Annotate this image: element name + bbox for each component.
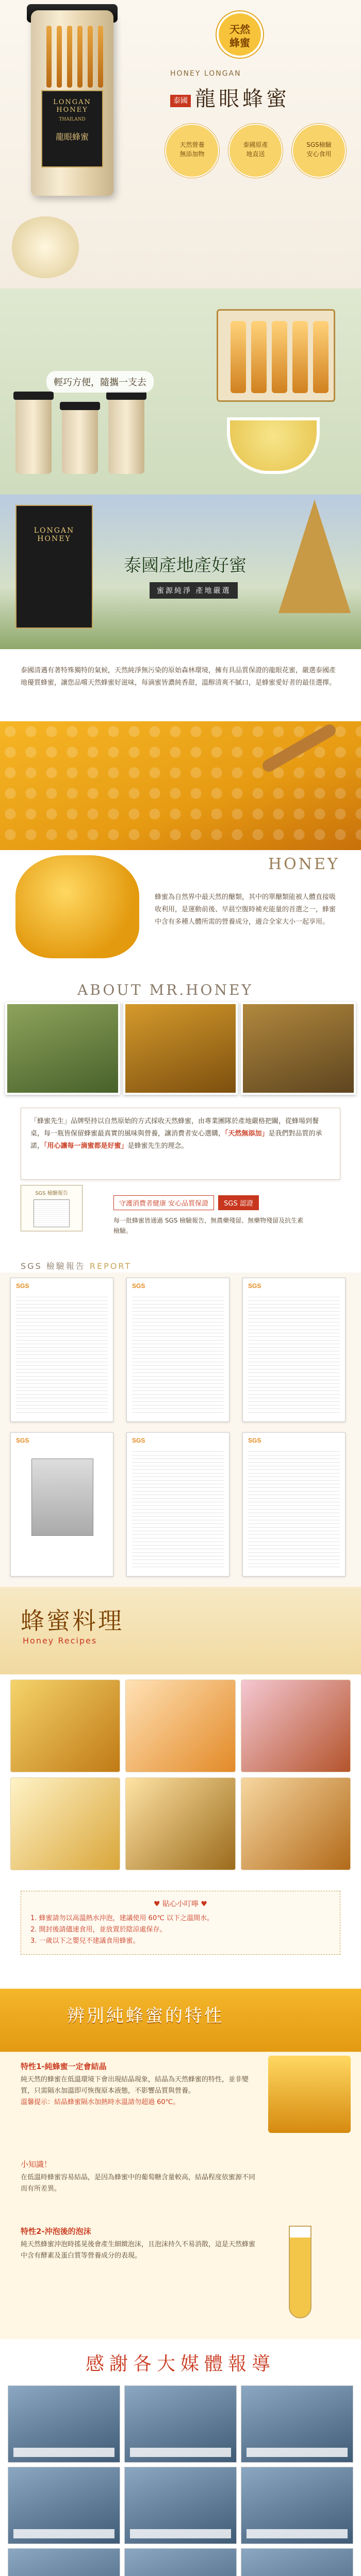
honeycomb-photo <box>123 1002 238 1095</box>
about-photos <box>0 1002 361 1095</box>
about-text: 是我們對品質的承諾， <box>30 1130 322 1150</box>
flower-image <box>9 216 81 278</box>
sgs-info <box>113 1195 309 1236</box>
gift-stick <box>313 321 329 393</box>
about-highlight: 「用心讓每一滴蜜都是好蜜」 <box>44 1142 128 1150</box>
sample-photo <box>31 1459 93 1536</box>
hero-feature-circles <box>165 124 346 178</box>
gift-stick <box>251 321 267 393</box>
media-screenshot <box>241 2548 353 2576</box>
gift-stick <box>272 321 287 393</box>
honey-description: 蜂蜜為自然界中最天然的醣類，其中的單醣類能被人體直接吸收利用，是運動前後、早晨空腹時補充能量的首選之一，蜂蜜中含有多種人體所需的營養成分，適合全家大小一起享用。 <box>155 893 336 926</box>
feature-circle: SGS檢驗 安心食用 <box>292 124 346 178</box>
honey-jar-photo <box>15 855 139 958</box>
sgs-report-page <box>242 1278 346 1422</box>
media-title: 感謝各大媒體報導 <box>85 2353 275 2375</box>
media-screenshot <box>241 2467 353 2544</box>
recipe-image <box>10 1777 120 1870</box>
recipe-image <box>241 1777 351 1870</box>
origin-tag: 泰國 <box>170 95 191 107</box>
foam-tube-image <box>289 2226 311 2318</box>
farm-photo <box>241 1002 356 1095</box>
seal-image <box>34 1199 70 1227</box>
box-product: HONEY <box>37 535 71 543</box>
media-screenshot <box>124 2467 237 2544</box>
media-screenshot <box>124 2548 237 2576</box>
feature-note: 溫馨提示：結晶蜂蜜隔水加熱時水溫請勿超過 60℃。 <box>21 2098 180 2106</box>
jar-label-brand: LONGAN <box>53 98 91 106</box>
bottles-banner <box>0 289 361 495</box>
tip-item: 2. 開封後請儘速食用，並放置於陰涼處保存。 <box>30 1926 167 1934</box>
tip-item: 3. 一歲以下之嬰兒不建議食用蜂蜜。 <box>30 1937 140 1945</box>
tips-heading: ♥ 貼心小叮嚀 ♥ <box>153 1900 207 1908</box>
sgs-report-page <box>10 1278 113 1422</box>
recipe-image <box>10 1680 120 1772</box>
sgs-report-page <box>126 1432 229 1577</box>
feature-circle: 天然營養 無添加物 <box>165 124 219 178</box>
features-title: 辨別純蜂蜜的特性 <box>67 2006 224 2026</box>
about-title: ABOUT MR.HONEY <box>77 981 253 998</box>
sgs-report-page <box>126 1278 229 1422</box>
media-screenshot <box>8 2385 120 2463</box>
feature-circle: 泰國原產 地直送 <box>228 124 283 178</box>
portable-note: 輕巧方便，隨攜一支去 <box>46 371 154 393</box>
sgs-cert-label: SGS 認證 <box>218 1195 259 1210</box>
feature-text: 純天然蜂蜜沖泡時搖晃後會產生細緻泡沫，且泡沫持久不易消散，這是天然蜂蜜中含有酵素及蛋白質等營養成分的表現。 <box>21 2241 256 2260</box>
feature-heading: 小知識！ <box>21 2160 52 2169</box>
sgs-logo: SGS <box>16 1437 29 1444</box>
about-card <box>21 1108 340 1180</box>
gift-stick <box>231 321 246 393</box>
recipe-grid <box>10 1680 351 1870</box>
media-screenshot <box>124 2385 237 2463</box>
feature-heading: 特性2-沖泡後的泡沫 <box>21 2227 91 2236</box>
about-text: 是蜂蜜先生的理念。 <box>127 1142 188 1150</box>
crystallized-honey-photo <box>268 2056 351 2133</box>
recipe-image <box>125 1777 235 1870</box>
product-box-image <box>15 505 93 629</box>
recipe-image <box>125 1680 235 1772</box>
recipe-image <box>241 1680 351 1772</box>
feature-text: 純天然的蜂蜜在低溫環境下會出現結晶現象，結晶為天然蜂蜜的特性，並非變質，只需隔水加溫即可恢復原本液態，不影響品質與營養。 <box>21 2076 249 2095</box>
hero-title-text: 龍眼蜂蜜 <box>195 87 290 111</box>
gift-stick <box>292 321 308 393</box>
honey-stick <box>98 26 103 88</box>
jar-label <box>41 90 103 167</box>
about-highlight: 「天然無添加」 <box>225 1130 269 1138</box>
media-screenshot <box>8 2467 120 2544</box>
thailand-title: 泰國產地產好蜜 <box>124 555 247 576</box>
recipe-title: 蜂蜜料理 <box>21 1607 124 1635</box>
pagoda-image <box>278 500 351 613</box>
natural-honey-badge: 天然 蜂蜜 <box>217 11 263 58</box>
gift-box-image <box>217 309 335 402</box>
mini-jar-image <box>15 397 52 474</box>
intro-text: 泰國清邁有著特殊獨特的氣候，天然純淨無污染的原始森林環境，擁有具品質保證的龍眼花蜜，嚴選泰國產地優質蜂蜜，讓您品嚐天然蜂蜜好滋味，每滴蜜皆濃純香甜，溫醇清爽不膩口，是蜂蜜愛好者的最佳選擇。 <box>21 667 336 687</box>
tips-box <box>21 1891 340 1955</box>
recipe-subtitle: Honey Recipes <box>23 1636 97 1646</box>
feature-foam <box>21 2226 258 2262</box>
quality-guarantee-label: 守護消費者健康 安心品質保證 <box>113 1195 214 1210</box>
thailand-subtitle: 蜜源純淨 產地嚴選 <box>150 582 238 599</box>
seal-title: SGS 檢驗報告 <box>35 1191 68 1196</box>
hero-subtitle: HONEY LONGAN <box>170 70 241 78</box>
feature-heading: 特性1-純蜂蜜一定會結晶 <box>21 2062 107 2071</box>
jar-label-product: HONEY <box>56 106 88 114</box>
tip-item: 1. 蜂蜜請勿以高溫熱水沖泡，建議使用 60℃ 以下之溫開水。 <box>30 1914 214 1922</box>
beekeeper-photo <box>5 1002 120 1095</box>
sgs-logo: SGS <box>132 1437 145 1444</box>
honey-stick <box>57 26 62 88</box>
feature-tip <box>21 2159 258 2195</box>
sgs-logo: SGS <box>132 1282 145 1290</box>
sgs-report-page <box>242 1432 346 1577</box>
sgs-seal <box>21 1185 83 1231</box>
report-title-text: SGS 檢驗報告 <box>21 1261 86 1271</box>
feature-crystallize <box>21 2061 258 2108</box>
honey-stick <box>46 26 52 88</box>
tea-cup-image <box>227 417 320 474</box>
honey-heading: HONEY <box>268 855 340 873</box>
sgs-description: 每一批蜂蜜皆通過 SGS 檢驗報告，無農藥殘留、無藥物殘留及抗生素檢驗。 <box>113 1217 304 1234</box>
feature-text: 在低溫時蜂蜜容易結晶，是因為蜂蜜中的葡萄糖含量較高，結晶程度依蜜源不同而有所差異。 <box>21 2174 256 2193</box>
honey-stick <box>77 26 83 88</box>
media-grid <box>8 2385 353 2576</box>
honey-stick <box>67 26 72 88</box>
jar-label-cn: 龍眼蜂蜜 <box>55 132 89 142</box>
sgs-report-page <box>10 1432 113 1577</box>
honey-stick <box>88 26 93 88</box>
hero-section <box>0 0 361 289</box>
sgs-logo: SGS <box>248 1282 261 1290</box>
report-area <box>0 1273 361 1587</box>
box-brand: LONGAN <box>34 527 75 535</box>
media-screenshot <box>8 2548 120 2576</box>
honeycomb-banner <box>0 721 361 850</box>
mini-jar-image <box>62 407 98 474</box>
sgs-logo: SGS <box>16 1282 29 1290</box>
report-title-en: REPORT <box>89 1261 132 1271</box>
report-title <box>21 1260 132 1272</box>
hero-title <box>170 82 290 112</box>
about-text: 「蜂蜜先生」品牌堅持以自然原始的方式採收天然蜂蜜，由專業團隊於產地嚴格把關，從蜂場到餐桌，每一瓶皆保留蜂蜜最真實的風味與營養，讓消費者安心選購， <box>30 1117 319 1138</box>
media-screenshot <box>241 2385 353 2463</box>
jar-label-origin: THAILAND <box>59 117 86 122</box>
mini-jar-image <box>108 397 144 474</box>
sgs-logo: SGS <box>248 1437 261 1444</box>
thailand-banner <box>0 495 361 649</box>
